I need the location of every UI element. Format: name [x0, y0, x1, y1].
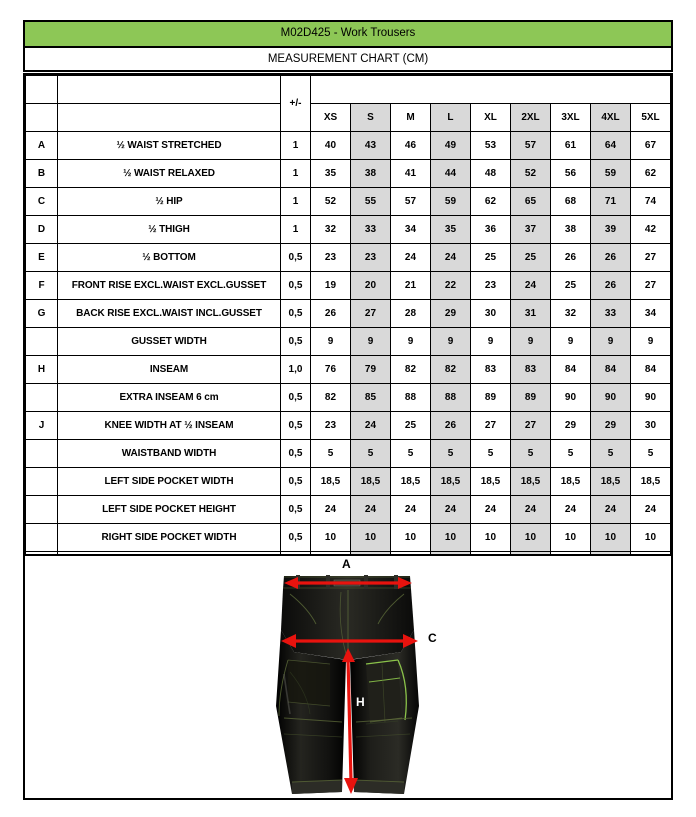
measurement-cell-5xl: 27	[630, 272, 670, 300]
measurement-cell-2xl: 24	[510, 496, 550, 524]
measurement-cell-s: 18,5	[350, 468, 390, 496]
measurement-cell-2xl: 18,5	[510, 468, 550, 496]
measurement-cell-m: 9	[390, 328, 430, 356]
measurement-cell-xs: 5	[310, 440, 350, 468]
size-header-xl: XL	[470, 104, 510, 132]
measurement-cell-4xl: 5	[590, 440, 630, 468]
measurement-cell-2xl: 37	[510, 216, 550, 244]
measurement-cell-m: 5	[390, 440, 430, 468]
measurement-cell-xl: 53	[470, 132, 510, 160]
product-title-banner: M02D425 - Work Trousers	[23, 20, 673, 48]
measurement-cell-3xl: 25	[550, 272, 590, 300]
measurement-cell-2xl: 57	[510, 132, 550, 160]
measurement-cell-2xl: 27	[510, 412, 550, 440]
measurement-cell-5xl: 9	[630, 328, 670, 356]
row-letter: G	[26, 300, 58, 328]
table-row	[26, 384, 671, 412]
measurement-cell-xs: 10	[310, 524, 350, 552]
measurement-cell-s: 24	[350, 496, 390, 524]
row-tolerance: 1	[280, 188, 310, 216]
row-description: LEFT SIDE POCKET WIDTH	[58, 468, 281, 496]
measurement-cell-m: 25	[390, 412, 430, 440]
measurement-cell-l: 49	[430, 132, 470, 160]
measurement-cell-l: 24	[430, 496, 470, 524]
measurement-cell-5xl: 34	[630, 300, 670, 328]
measurement-cell-s: 27	[350, 300, 390, 328]
size-header-2xl: 2XL	[510, 104, 550, 132]
measurement-cell-xs: 40	[310, 132, 350, 160]
row-tolerance: 1,0	[280, 356, 310, 384]
size-header-s: S	[350, 104, 390, 132]
measurement-cell-xl: 9	[470, 328, 510, 356]
measurement-cell-4xl: 90	[590, 384, 630, 412]
table-row	[26, 272, 671, 300]
measurement-table	[25, 75, 671, 580]
measurement-cell-l: 29	[430, 300, 470, 328]
measurement-cell-s: 9	[350, 328, 390, 356]
table-header-row-top	[26, 76, 671, 104]
measurement-cell-s: 79	[350, 356, 390, 384]
row-description: ½ WAIST RELAXED	[58, 160, 281, 188]
measurement-cell-2xl: 25	[510, 244, 550, 272]
table-row	[26, 132, 671, 160]
measurement-cell-m: 21	[390, 272, 430, 300]
measurement-cell-xl: 89	[470, 384, 510, 412]
measurement-cell-2xl: 9	[510, 328, 550, 356]
measurement-cell-3xl: 32	[550, 300, 590, 328]
measurement-cell-3xl: 61	[550, 132, 590, 160]
row-tolerance: 0,5	[280, 496, 310, 524]
header-desc-blank	[58, 76, 281, 104]
measurement-cell-xl: 36	[470, 216, 510, 244]
measurement-cell-l: 9	[430, 328, 470, 356]
table-row	[26, 468, 671, 496]
measurement-cell-s: 43	[350, 132, 390, 160]
measurement-cell-5xl: 84	[630, 356, 670, 384]
header-desc-blank-2	[58, 104, 281, 132]
row-letter: D	[26, 216, 58, 244]
measurement-cell-s: 55	[350, 188, 390, 216]
measurement-cell-xs: 9	[310, 328, 350, 356]
measurement-cell-s: 33	[350, 216, 390, 244]
measurement-cell-3xl: 18,5	[550, 468, 590, 496]
table-row	[26, 356, 671, 384]
table-row	[26, 160, 671, 188]
measurement-cell-2xl: 10	[510, 524, 550, 552]
measurement-cell-xl: 25	[470, 244, 510, 272]
measurement-cell-s: 10	[350, 524, 390, 552]
measurement-cell-xl: 27	[470, 412, 510, 440]
measurement-cell-l: 22	[430, 272, 470, 300]
size-header-xs: XS	[310, 104, 350, 132]
row-letter	[26, 440, 58, 468]
header-letter-blank-2	[26, 104, 58, 132]
measurement-cell-xl: 24	[470, 496, 510, 524]
measurement-cell-5xl: 18,5	[630, 468, 670, 496]
measurement-cell-m: 46	[390, 132, 430, 160]
product-image-panel	[23, 554, 673, 800]
table-row	[26, 524, 671, 552]
row-tolerance: 0,5	[280, 468, 310, 496]
row-description: ½ HIP	[58, 188, 281, 216]
header-tolerance: +/-	[280, 76, 310, 132]
row-letter: E	[26, 244, 58, 272]
measurement-cell-xs: 18,5	[310, 468, 350, 496]
measurement-cell-s: 85	[350, 384, 390, 412]
measurement-cell-s: 20	[350, 272, 390, 300]
measurement-cell-5xl: 74	[630, 188, 670, 216]
measurement-cell-4xl: 59	[590, 160, 630, 188]
measurement-cell-s: 24	[350, 412, 390, 440]
row-letter: B	[26, 160, 58, 188]
measurement-cell-m: 82	[390, 356, 430, 384]
measurement-cell-m: 57	[390, 188, 430, 216]
measurement-cell-xl: 18,5	[470, 468, 510, 496]
row-letter: F	[26, 272, 58, 300]
measurement-cell-l: 10	[430, 524, 470, 552]
measurement-cell-m: 24	[390, 496, 430, 524]
measurement-cell-3xl: 90	[550, 384, 590, 412]
row-description: LEFT SIDE POCKET HEIGHT	[58, 496, 281, 524]
measurement-cell-xs: 76	[310, 356, 350, 384]
measurement-cell-l: 24	[430, 244, 470, 272]
measurement-cell-xl: 10	[470, 524, 510, 552]
measurement-cell-3xl: 56	[550, 160, 590, 188]
row-tolerance: 0,5	[280, 440, 310, 468]
measurement-cell-5xl: 10	[630, 524, 670, 552]
measurement-cell-3xl: 38	[550, 216, 590, 244]
measurement-cell-s: 5	[350, 440, 390, 468]
row-tolerance: 0,5	[280, 272, 310, 300]
measurement-cell-5xl: 62	[630, 160, 670, 188]
measurement-cell-4xl: 26	[590, 272, 630, 300]
measurement-cell-2xl: 5	[510, 440, 550, 468]
row-description: BACK RISE EXCL.WAIST INCL.GUSSET	[58, 300, 281, 328]
table-head	[26, 76, 671, 132]
measurement-cell-3xl: 68	[550, 188, 590, 216]
measurement-cell-l: 59	[430, 188, 470, 216]
measurement-cell-l: 26	[430, 412, 470, 440]
measurement-cell-5xl: 27	[630, 244, 670, 272]
measurement-cell-xl: 48	[470, 160, 510, 188]
measurement-cell-xs: 23	[310, 412, 350, 440]
measurement-cell-5xl: 24	[630, 496, 670, 524]
trouser-illustration	[238, 556, 458, 800]
measurement-cell-m: 28	[390, 300, 430, 328]
row-tolerance: 1	[280, 132, 310, 160]
row-description: ½ BOTTOM	[58, 244, 281, 272]
row-tolerance: 1	[280, 216, 310, 244]
row-letter	[26, 496, 58, 524]
measurement-cell-l: 44	[430, 160, 470, 188]
table-header-row-sizes	[26, 104, 671, 132]
annotation-label-h: H	[356, 695, 365, 709]
measurement-cell-l: 18,5	[430, 468, 470, 496]
measurement-cell-m: 41	[390, 160, 430, 188]
measurement-cell-3xl: 10	[550, 524, 590, 552]
row-letter	[26, 328, 58, 356]
row-tolerance: 1	[280, 160, 310, 188]
measurement-cell-l: 82	[430, 356, 470, 384]
measurement-cell-m: 34	[390, 216, 430, 244]
table-row	[26, 328, 671, 356]
measurement-cell-4xl: 39	[590, 216, 630, 244]
measurement-cell-3xl: 9	[550, 328, 590, 356]
measurement-cell-5xl: 67	[630, 132, 670, 160]
measurement-cell-2xl: 24	[510, 272, 550, 300]
measurement-cell-4xl: 29	[590, 412, 630, 440]
row-letter: C	[26, 188, 58, 216]
table-body	[26, 132, 671, 580]
measurement-cell-4xl: 71	[590, 188, 630, 216]
measurement-cell-5xl: 30	[630, 412, 670, 440]
measurement-cell-xs: 26	[310, 300, 350, 328]
measurement-cell-xl: 23	[470, 272, 510, 300]
table-row	[26, 496, 671, 524]
measurement-table-container	[23, 73, 673, 582]
document-header	[23, 20, 673, 72]
header-size-group-blank	[310, 76, 670, 104]
measurement-cell-s: 38	[350, 160, 390, 188]
row-tolerance: 0,5	[280, 384, 310, 412]
measurement-cell-xl: 62	[470, 188, 510, 216]
measurement-cell-xl: 30	[470, 300, 510, 328]
measurement-cell-4xl: 64	[590, 132, 630, 160]
measurement-cell-3xl: 24	[550, 496, 590, 524]
row-description: WAISTBAND WIDTH	[58, 440, 281, 468]
measurement-cell-4xl: 10	[590, 524, 630, 552]
row-description: KNEE WIDTH AT ½ INSEAM	[58, 412, 281, 440]
table-row	[26, 244, 671, 272]
table-row	[26, 440, 671, 468]
size-header-5xl: 5XL	[630, 104, 670, 132]
measurement-cell-xl: 5	[470, 440, 510, 468]
measurement-cell-2xl: 83	[510, 356, 550, 384]
table-row	[26, 216, 671, 244]
row-tolerance: 0,5	[280, 328, 310, 356]
measurement-cell-3xl: 29	[550, 412, 590, 440]
measurement-cell-2xl: 52	[510, 160, 550, 188]
measurement-cell-5xl: 42	[630, 216, 670, 244]
row-tolerance: 0,5	[280, 300, 310, 328]
header-letter-blank	[26, 76, 58, 104]
measurement-cell-4xl: 84	[590, 356, 630, 384]
measurement-cell-xs: 24	[310, 496, 350, 524]
row-tolerance: 0,5	[280, 524, 310, 552]
table-row	[26, 412, 671, 440]
row-tolerance: 0,5	[280, 412, 310, 440]
chart-subtitle-banner: MEASUREMENT CHART (CM)	[23, 48, 673, 73]
measurement-cell-l: 35	[430, 216, 470, 244]
annotation-label-c: C	[428, 631, 437, 645]
measurement-cell-2xl: 89	[510, 384, 550, 412]
measurement-cell-2xl: 65	[510, 188, 550, 216]
row-description: RIGHT SIDE POCKET WIDTH	[58, 524, 281, 552]
measurement-cell-s: 23	[350, 244, 390, 272]
measurement-cell-xs: 23	[310, 244, 350, 272]
measurement-cell-4xl: 18,5	[590, 468, 630, 496]
row-description: EXTRA INSEAM 6 cm	[58, 384, 281, 412]
table-row	[26, 188, 671, 216]
measurement-cell-3xl: 84	[550, 356, 590, 384]
measurement-cell-m: 24	[390, 244, 430, 272]
measurement-cell-xs: 82	[310, 384, 350, 412]
measurement-cell-m: 10	[390, 524, 430, 552]
measurement-cell-4xl: 26	[590, 244, 630, 272]
row-tolerance: 0,5	[280, 244, 310, 272]
annotation-label-a: A	[342, 557, 351, 571]
row-description: FRONT RISE EXCL.WAIST EXCL.GUSSET	[58, 272, 281, 300]
row-description: ½ WAIST STRETCHED	[58, 132, 281, 160]
measurement-cell-4xl: 9	[590, 328, 630, 356]
row-description: INSEAM	[58, 356, 281, 384]
row-letter: H	[26, 356, 58, 384]
trouser-graphic	[238, 556, 458, 800]
row-letter: J	[26, 412, 58, 440]
measurement-cell-m: 18,5	[390, 468, 430, 496]
size-header-m: M	[390, 104, 430, 132]
measurement-cell-xs: 19	[310, 272, 350, 300]
measurement-cell-l: 88	[430, 384, 470, 412]
measurement-cell-xs: 52	[310, 188, 350, 216]
row-letter: A	[26, 132, 58, 160]
measurement-cell-xl: 83	[470, 356, 510, 384]
measurement-cell-2xl: 31	[510, 300, 550, 328]
measurement-cell-l: 5	[430, 440, 470, 468]
measurement-cell-m: 88	[390, 384, 430, 412]
row-letter	[26, 524, 58, 552]
measurement-cell-xs: 35	[310, 160, 350, 188]
measurement-cell-5xl: 90	[630, 384, 670, 412]
row-letter	[26, 384, 58, 412]
measurement-cell-5xl: 5	[630, 440, 670, 468]
row-letter	[26, 468, 58, 496]
size-header-l: L	[430, 104, 470, 132]
row-description: ½ THIGH	[58, 216, 281, 244]
row-description: GUSSET WIDTH	[58, 328, 281, 356]
measurement-cell-3xl: 26	[550, 244, 590, 272]
measurement-cell-4xl: 24	[590, 496, 630, 524]
table-row	[26, 300, 671, 328]
measurement-cell-xs: 32	[310, 216, 350, 244]
size-header-3xl: 3XL	[550, 104, 590, 132]
measurement-cell-4xl: 33	[590, 300, 630, 328]
size-header-4xl: 4XL	[590, 104, 630, 132]
measurement-cell-3xl: 5	[550, 440, 590, 468]
